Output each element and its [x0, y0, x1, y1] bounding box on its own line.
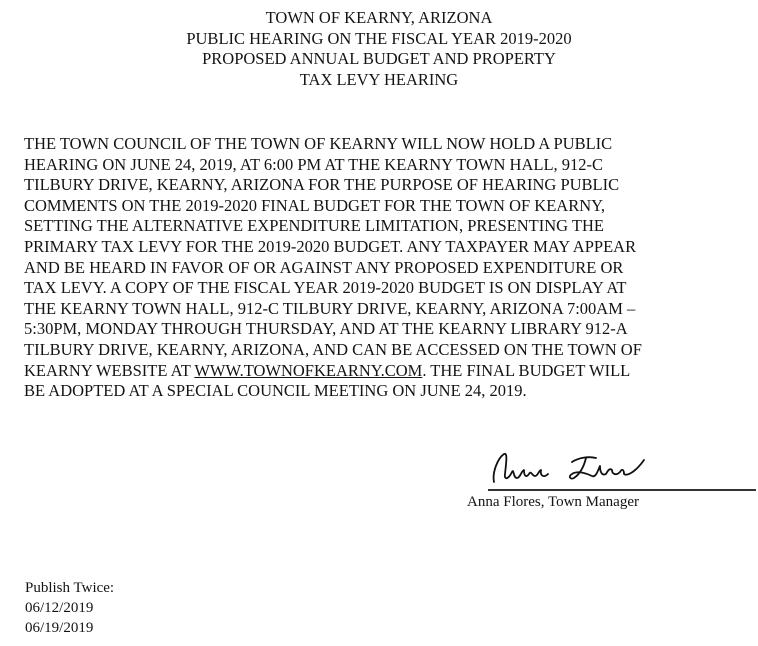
notice-header	[0, 8, 758, 90]
signatory-name: Anna Flores, Town Manager	[467, 494, 639, 510]
body-line: COMMENTS ON THE 2019-2020 FINAL BUDGET FOR THE TOWN OF KEARNY,	[24, 195, 606, 215]
publish-date: 06/12/2019	[25, 600, 94, 616]
body-line: TILBURY DRIVE, KEARNY, ARIZONA, AND CAN BE ACCESSED ON THE TOWN OF	[24, 339, 642, 359]
website-suffix: . THE FINAL BUDGET WILL	[422, 360, 631, 380]
body-line: AND BE HEARD IN FAVOR OF OR AGAINST ANY PROPOSED EXPENDITURE OR	[24, 257, 624, 277]
website-link[interactable]: WWW.TOWNOFKEARNY.COM	[194, 360, 423, 380]
publish-label: Publish Twice:	[25, 580, 115, 596]
website-prefix: KEARNY WEBSITE AT	[24, 360, 195, 380]
header-town: TOWN OF KEARNY, ARIZONA	[265, 8, 493, 27]
publish-info	[25, 578, 114, 638]
publish-date: 06/19/2019	[25, 620, 94, 636]
header-budget: PROPOSED ANNUAL BUDGET AND PROPERTY	[202, 49, 556, 68]
notice-body	[24, 134, 754, 402]
body-line: SETTING THE ALTERNATIVE EXPENDITURE LIMITATION, PRESENTING THE	[24, 216, 604, 236]
header-hearing: PUBLIC HEARING ON THE FISCAL YEAR 2019-2020	[186, 28, 572, 48]
body-line: 5:30PM, MONDAY THROUGH THURSDAY, AND AT THE KEARNY LIBRARY 912-A	[24, 319, 628, 339]
body-line: THE KEARNY TOWN HALL, 912-C TILBURY DRIVE, KEARNY, ARIZONA 7:00AM –	[24, 298, 636, 318]
handwritten-signature-icon	[484, 448, 684, 488]
body-line: PRIMARY TAX LEVY FOR THE 2019-2020 BUDGET. ANY TAXPAYER MAY APPEAR	[24, 236, 637, 256]
body-line: THE TOWN COUNCIL OF THE TOWN OF KEARNY WILL NOW HOLD A PUBLIC	[24, 134, 613, 153]
body-line: TILBURY DRIVE, KEARNY, ARIZONA FOR THE PURPOSE OF HEARING PUBLIC	[24, 175, 620, 195]
body-line: HEARING ON JUNE 24, 2019, AT 6:00 PM AT THE KEARNY TOWN HALL, 912-C	[24, 154, 604, 174]
signature-line	[488, 489, 756, 491]
body-line-website	[24, 361, 754, 382]
header-levy: TAX LEVY HEARING	[299, 69, 459, 89]
body-line: TAX LEVY. A COPY OF THE FISCAL YEAR 2019-2020 BUDGET IS ON DISPLAY AT	[24, 278, 627, 298]
body-line: BE ADOPTED AT A SPECIAL COUNCIL MEETING ON JUNE 24, 2019.	[24, 381, 527, 401]
